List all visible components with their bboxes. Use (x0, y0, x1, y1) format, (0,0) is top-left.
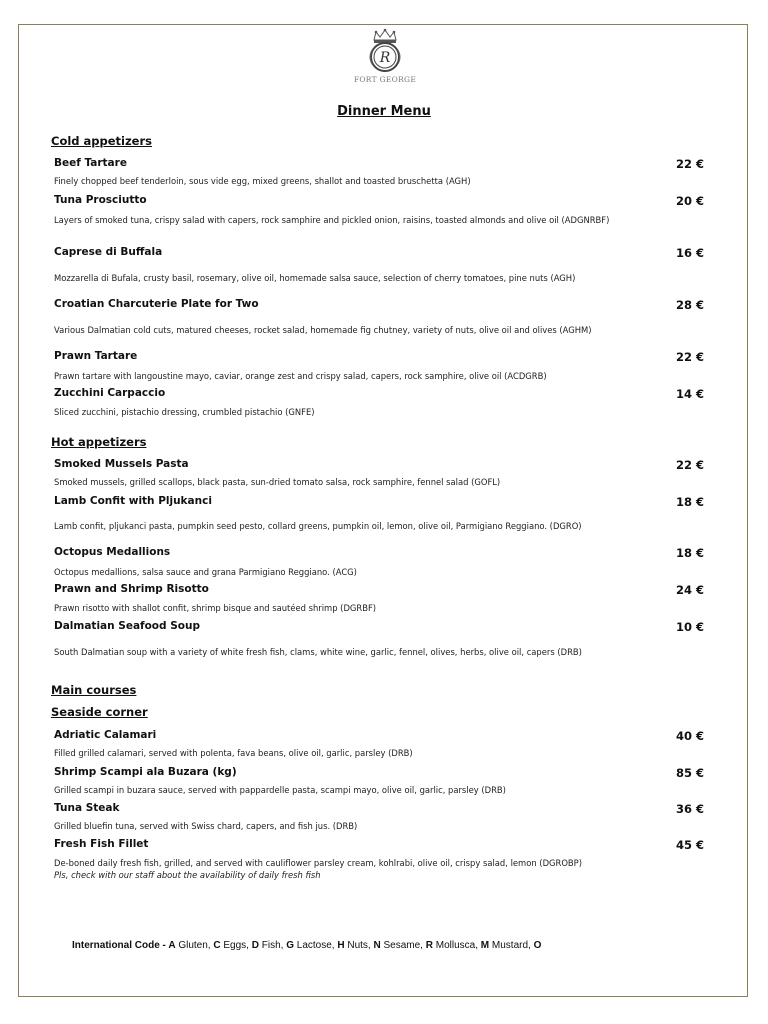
section-heading-cold: Cold appetizers (51, 134, 152, 148)
svg-text:R: R (379, 50, 391, 66)
menu-item-price: 10 € (675, 620, 704, 634)
menu-item-name: Fresh Fish Fillet (54, 838, 149, 850)
menu-item-price: 28 € (675, 298, 704, 312)
menu-item-price: 20 € (675, 194, 704, 208)
section-heading-main: Main courses (51, 683, 137, 697)
menu-item-name: Zucchini Carpaccio (54, 387, 166, 399)
menu-item-desc: Prawn tartare with langoustine mayo, caviar, orange zest and crispy salad, capers, rock samphire, olive oil (ACDGRB) (54, 371, 547, 381)
menu-item-desc: De-boned daily fresh fish, grilled, and served with cauliflower parsley cream, kohlrabi, olive oil, crispy salad, lemon (DGROBP) (54, 858, 582, 868)
menu-item-name: Lamb Confit with Pljukanci (54, 495, 212, 507)
page-title: Dinner Menu (337, 104, 431, 119)
menu-item-price: 14 € (675, 387, 704, 401)
menu-item-desc: Grilled scampi in buzara sauce, served with pappardelle pasta, scampi mayo, olive oil, garlic, parsley (DRB) (54, 785, 506, 795)
legend-text: Lactose, (293, 940, 338, 951)
legend-code: C (213, 940, 221, 951)
legend-text: Gluten, (175, 940, 214, 951)
legend-code: G (286, 940, 294, 951)
allergen-code-legend (72, 940, 541, 951)
legend-label: International Code - (72, 940, 169, 951)
section-heading-hot: Hot appetizers (51, 435, 147, 449)
legend-code: A (168, 940, 176, 951)
menu-item-desc: Filled grilled calamari, served with polenta, fava beans, olive oil, garlic, parsley (DRB) (54, 748, 413, 758)
legend-code: H (337, 940, 345, 951)
menu-item-name: Tuna Prosciutto (54, 194, 147, 206)
legend-text: Sesame, (380, 940, 426, 951)
legend-code: M (480, 940, 490, 951)
menu-item-desc: South Dalmatian soup with a variety of white fresh fish, clams, white wine, garlic, fennel, olives, herbs, olive oil, capers (DRB) (54, 647, 582, 657)
menu-item-name: Shrimp Scampi ala Buzara (kg) (54, 766, 237, 778)
availability-note: Pls, check with our staff about the availability of daily fresh fish (54, 870, 321, 880)
legend-text: Eggs, (220, 940, 252, 951)
menu-item-name: Octopus Medallions (54, 546, 171, 558)
menu-item-name: Croatian Charcuterie Plate for Two (54, 298, 259, 310)
menu-item-name: Beef Tartare (54, 157, 127, 169)
page-border (18, 24, 748, 997)
menu-item-name: Tuna Steak (54, 802, 120, 814)
crown-crest-icon (364, 28, 406, 74)
legend-code: D (251, 940, 259, 951)
menu-item-desc: Grilled bluefin tuna, served with Swiss chard, capers, and fish jus. (DRB) (54, 821, 358, 831)
menu-item-price: 85 € (675, 766, 704, 780)
legend-code: O (533, 940, 542, 951)
menu-item-name: Dalmatian Seafood Soup (54, 620, 200, 632)
menu-item-desc: Octopus medallions, salsa sauce and grana Parmigiano Reggiano. (ACG) (54, 567, 357, 577)
menu-item-price: 36 € (675, 802, 704, 816)
menu-item-price: 22 € (675, 458, 704, 472)
legend-text: Mustard, (489, 940, 534, 951)
menu-item-name: Adriatic Calamari (54, 729, 157, 741)
menu-item-price: 22 € (675, 350, 704, 364)
menu-item-desc: Mozzarella di Bufala, crusty basil, rosemary, olive oil, homemade salsa sauce, selection of cherry tomatoes, pine nuts (AGH) (54, 273, 576, 283)
legend-code: N (373, 940, 381, 951)
menu-item-desc: Sliced zucchini, pistachio dressing, crumbled pistachio (GNFE) (54, 407, 315, 417)
menu-item-desc: Lamb confit, pljukanci pasta, pumpkin seed pesto, collard greens, pumpkin oil, lemon, olive oil, Parmigiano Reggiano. (DGRO) (54, 521, 582, 531)
menu-item-price: 40 € (675, 729, 704, 743)
menu-item-name: Smoked Mussels Pasta (54, 458, 189, 470)
menu-item-price: 16 € (675, 246, 704, 260)
menu-item-price: 18 € (675, 546, 704, 560)
menu-item-price: 24 € (675, 583, 704, 597)
menu-item-desc: Finely chopped beef tenderloin, sous vide egg, mixed greens, shallot and toasted bruschetta (AGH) (54, 176, 471, 186)
brand-name: FORT GEORGE (353, 75, 417, 84)
menu-item-name: Prawn Tartare (54, 350, 138, 362)
section-heading-seaside: Seaside corner (51, 705, 148, 719)
menu-item-desc: Layers of smoked tuna, crispy salad with capers, rock samphire and pickled onion, raisins, toasted almonds and olive oil (ADGNRBF) (54, 215, 610, 225)
menu-item-desc: Various Dalmatian cold cuts, matured cheeses, rocket salad, homemade fig chutney, variety of nuts, olive oil and olives (AGHM) (54, 325, 592, 335)
legend-text: Fish, (258, 940, 287, 951)
menu-item-desc: Prawn risotto with shallot confit, shrimp bisque and sautéed shrimp (DGRBF) (54, 603, 377, 613)
menu-item-price: 45 € (675, 838, 704, 852)
menu-item-name: Prawn and Shrimp Risotto (54, 583, 209, 595)
legend-text: Nuts, (344, 940, 374, 951)
legend-text: Mollusca, (432, 940, 481, 951)
legend-code: R (425, 940, 433, 951)
menu-item-price: 18 € (675, 495, 704, 509)
fort-george-logo (350, 28, 420, 88)
brand-tagline (350, 84, 420, 88)
menu-item-desc: Smoked mussels, grilled scallops, black pasta, sun-dried tomato salsa, rock samphire, fennel salad (GOFL) (54, 477, 501, 487)
menu-item-name: Caprese di Buffala (54, 246, 163, 258)
menu-item-price: 22 € (675, 157, 704, 171)
